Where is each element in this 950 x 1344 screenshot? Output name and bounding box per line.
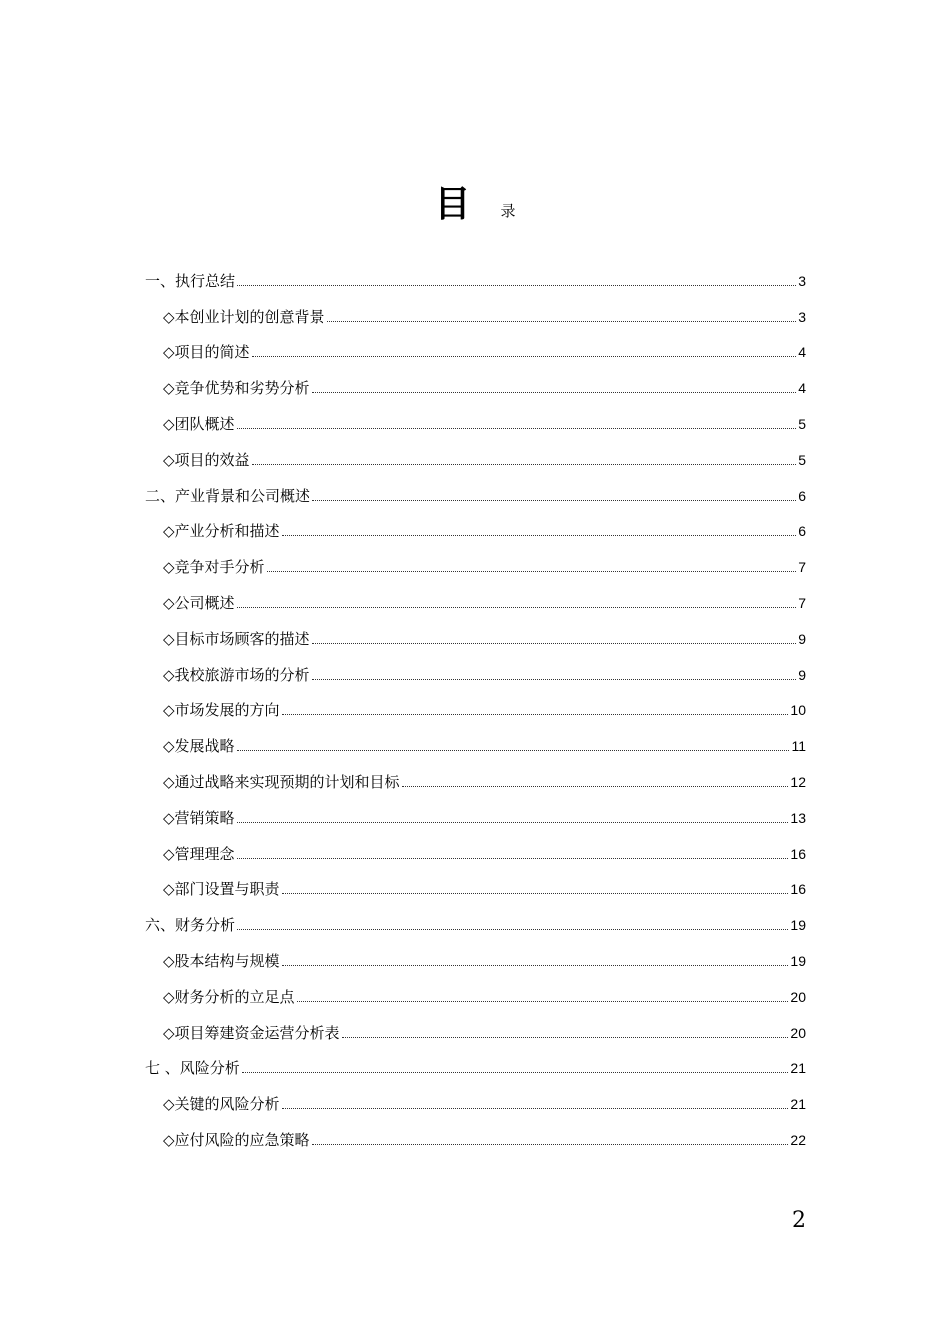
toc-entry[interactable] [145, 397, 806, 433]
toc-title-sub: 录 [500, 202, 516, 220]
toc-entry-label: ◇竞争对手分析 [163, 558, 265, 577]
toc-entry-label: ◇市场发展的方向 [163, 701, 280, 720]
toc-entry-page: 6 [798, 487, 806, 504]
toc-entry[interactable] [145, 1042, 806, 1078]
toc-leader-dots [237, 929, 788, 930]
table-of-contents [145, 254, 806, 1149]
toc-entry-label: ◇股本结构与规模 [163, 951, 280, 970]
toc-leader-dots [237, 428, 797, 429]
toc-entry-label: ◇产业分析和描述 [163, 522, 280, 541]
toc-entry-page: 9 [798, 630, 806, 647]
toc-entry[interactable] [145, 684, 806, 720]
toc-leader-dots [282, 893, 789, 894]
toc-leader-dots [252, 464, 797, 465]
toc-entry[interactable] [145, 791, 806, 827]
toc-leader-dots [237, 822, 789, 823]
toc-leader-dots [312, 392, 797, 393]
toc-leader-dots [237, 858, 789, 859]
toc-entry-label: ◇我校旅游市场的分析 [163, 665, 310, 684]
toc-entry[interactable] [145, 612, 806, 648]
toc-entry-page: 20 [790, 1024, 806, 1041]
toc-leader-dots [312, 643, 797, 644]
toc-entry-page: 16 [790, 881, 806, 898]
toc-entry-page: 21 [790, 1060, 806, 1077]
toc-leader-dots [342, 1037, 789, 1038]
toc-leader-dots [312, 679, 797, 680]
toc-entry[interactable] [145, 505, 806, 541]
toc-entry[interactable] [145, 1077, 806, 1113]
toc-title-main: 目 [434, 183, 471, 225]
toc-entry[interactable] [145, 433, 806, 469]
toc-leader-dots [237, 285, 796, 286]
toc-leader-dots [267, 571, 797, 572]
toc-entry-label: ◇应付风险的应急策略 [163, 1130, 310, 1149]
toc-entry-page: 5 [798, 451, 806, 468]
toc-entry-label: ◇本创业计划的创意背景 [163, 307, 325, 326]
toc-entry-page: 4 [798, 344, 806, 361]
toc-entry-page: 16 [790, 845, 806, 862]
toc-entry-page: 21 [790, 1096, 806, 1113]
toc-entry-page: 20 [790, 988, 806, 1005]
toc-entry[interactable] [145, 1113, 806, 1149]
toc-entry-page: 19 [790, 952, 806, 969]
toc-entry-label: 六、财务分析 [145, 916, 236, 935]
toc-entry[interactable] [145, 361, 806, 397]
toc-entry[interactable] [145, 540, 806, 576]
toc-entry-label: ◇竞争优势和劣势分析 [163, 379, 310, 398]
toc-entry[interactable] [145, 290, 806, 326]
toc-title [0, 176, 950, 227]
toc-leader-dots [242, 1072, 789, 1073]
toc-leader-dots [282, 535, 797, 536]
toc-entry-page: 6 [798, 523, 806, 540]
toc-entry-label: ◇公司概述 [163, 593, 235, 612]
toc-entry[interactable] [145, 576, 806, 612]
toc-entry[interactable] [145, 755, 806, 791]
toc-entry-label: ◇项目的简述 [163, 343, 250, 362]
toc-entry-page: 10 [790, 702, 806, 719]
toc-entry-label: ◇团队概述 [163, 414, 235, 433]
toc-entry-label: ◇发展战略 [163, 737, 235, 756]
toc-leader-dots [297, 1001, 789, 1002]
toc-leader-dots [312, 500, 796, 501]
toc-entry-page: 7 [798, 559, 806, 576]
toc-entry[interactable] [145, 863, 806, 899]
toc-entry-page: 5 [798, 415, 806, 432]
toc-entry-page: 7 [798, 594, 806, 611]
toc-entry-label: ◇财务分析的立足点 [163, 987, 295, 1006]
toc-entry-page: 3 [798, 308, 806, 325]
toc-leader-dots [282, 965, 789, 966]
toc-entry[interactable] [145, 469, 806, 505]
toc-entry[interactable] [145, 326, 806, 362]
toc-entry-label: 二、产业背景和公司概述 [145, 486, 311, 505]
toc-entry[interactable] [145, 934, 806, 970]
toc-leader-dots [252, 356, 797, 357]
toc-leader-dots [282, 1108, 789, 1109]
toc-entry[interactable] [145, 827, 806, 863]
toc-leader-dots [237, 607, 797, 608]
toc-entry-label: ◇管理理念 [163, 844, 235, 863]
toc-entry-label: ◇部门设置与职责 [163, 880, 280, 899]
toc-entry-label: ◇项目的效益 [163, 450, 250, 469]
toc-entry[interactable] [145, 970, 806, 1006]
toc-entry-page: 11 [791, 738, 806, 755]
toc-leader-dots [327, 321, 797, 322]
toc-entry-page: 22 [790, 1131, 806, 1148]
toc-entry-label: ◇关键的风险分析 [163, 1095, 280, 1114]
toc-entry-label: 一、执行总结 [145, 271, 236, 290]
toc-entry-page: 4 [798, 380, 806, 397]
toc-leader-dots [237, 750, 790, 751]
toc-entry-label: ◇营销策略 [163, 808, 235, 827]
toc-entry[interactable] [145, 648, 806, 684]
toc-entry[interactable] [145, 254, 806, 290]
toc-entry[interactable] [145, 1006, 806, 1042]
toc-entry-page: 3 [798, 272, 806, 289]
toc-leader-dots [312, 1144, 789, 1145]
toc-leader-dots [282, 714, 789, 715]
toc-entry-label: ◇项目筹建资金运营分析表 [163, 1023, 340, 1042]
toc-entry[interactable] [145, 719, 806, 755]
toc-entry-page: 9 [798, 666, 806, 683]
toc-leader-dots [402, 786, 789, 787]
toc-entry-page: 13 [790, 809, 806, 826]
page-number: 2 [792, 1208, 806, 1233]
toc-entry[interactable] [145, 898, 806, 934]
toc-entry-page: 12 [790, 773, 806, 790]
toc-entry-label: 七 、风险分析 [145, 1059, 240, 1078]
toc-entry-label: ◇通过战略来实现预期的计划和目标 [163, 772, 400, 791]
toc-entry-page: 19 [790, 917, 806, 934]
toc-entry-label: ◇目标市场顾客的描述 [163, 629, 310, 648]
